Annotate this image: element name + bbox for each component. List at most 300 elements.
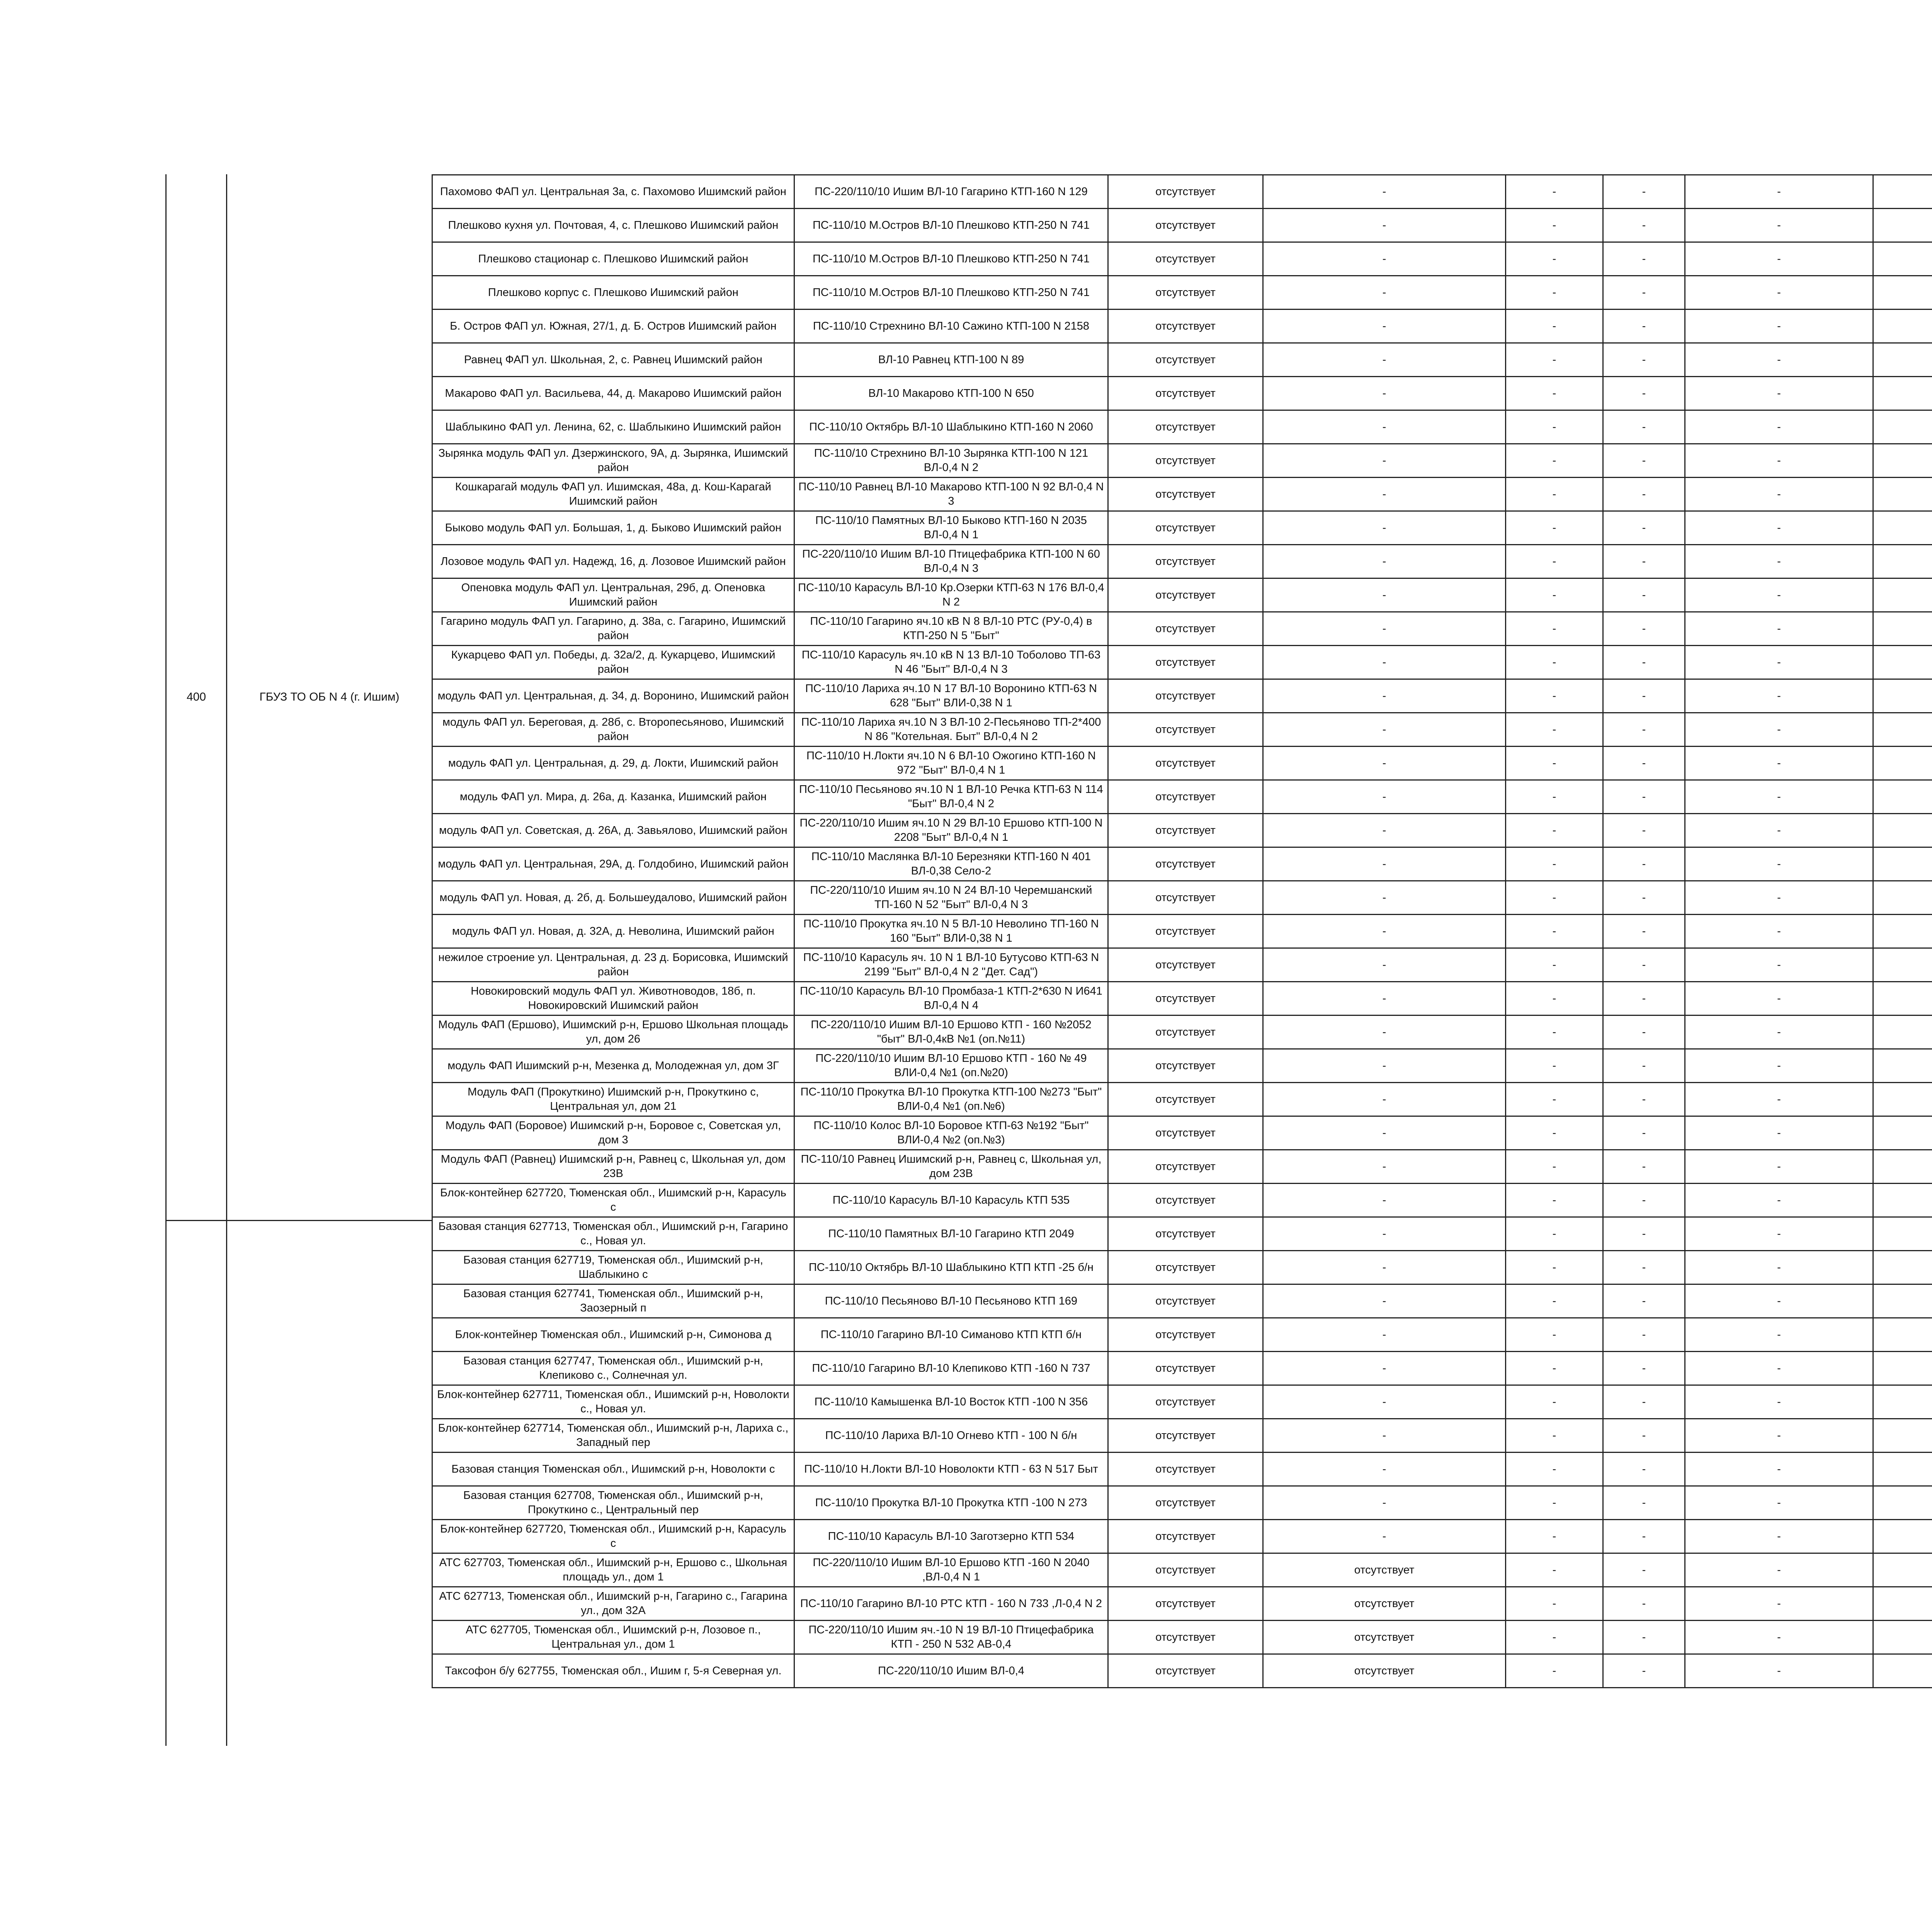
col3-cell: отсутствует — [1108, 1083, 1263, 1116]
col4-cell: - — [1263, 242, 1506, 276]
col4-cell: - — [1263, 1486, 1506, 1520]
col6-cell: - — [1603, 612, 1685, 646]
object-name-cell: Равнец ФАП ул. Школьная, 2, с. Равнец Ишимский район — [432, 343, 794, 377]
object-name-cell: Базовая станция 627719, Тюменская обл., Ишимский р-н, Шаблыкино с — [432, 1251, 794, 1284]
col7-cell: - — [1685, 377, 1873, 410]
power-source-cell: ПС-110/10 Лариха яч.10 N 17 ВЛ-10 Воронино КТП-63 N 628 "Быт" ВЛИ-0,38 N 1 — [794, 679, 1108, 713]
power-source-cell: ПС-220/110/10 Ишим ВЛ-10 Ершово КТП - 160 №2052 "быт" ВЛ-0,4кВ №1 (оп.№11) — [794, 1015, 1108, 1049]
col3-cell: отсутствует — [1108, 679, 1263, 713]
col3-cell: отсутствует — [1108, 276, 1263, 310]
object-name-cell: модуль ФАП ул. Новая, д. 32А, д. Неволина, Ишимский район — [432, 915, 794, 948]
col4-cell: - — [1263, 1385, 1506, 1419]
table-row — [432, 612, 1932, 646]
col7-cell: - — [1685, 1486, 1873, 1520]
col5-cell: - — [1506, 1015, 1603, 1049]
col3-cell: отсутствует — [1108, 1453, 1263, 1486]
object-name-cell: АТС 627713, Тюменская обл., Ишимский р-н, Гагарино с., Гагарина ул., дом 32А — [432, 1587, 794, 1621]
col3-cell: отсутствует — [1108, 780, 1263, 814]
col6-cell: - — [1603, 1352, 1685, 1385]
col7-cell: - — [1685, 713, 1873, 747]
power-source-cell: ПС-110/10 Карасуль яч.10 кВ N 13 ВЛ-10 Тоболово ТП-63 N 46 "Быт" ВЛ-0,4 N 3 — [794, 646, 1108, 679]
col4-cell: - — [1263, 1083, 1506, 1116]
col4-cell: - — [1263, 881, 1506, 915]
col8-cell — [1873, 881, 1932, 915]
col4-cell: - — [1263, 713, 1506, 747]
col7-cell: - — [1685, 1049, 1873, 1083]
col3-cell: отсутствует — [1108, 343, 1263, 377]
col3-cell: отсутствует — [1108, 1251, 1263, 1284]
col3-cell: отсутствует — [1108, 646, 1263, 679]
power-source-cell: ПС-110/10 Гагарино яч.10 кВ N 8 ВЛ-10 РТС (РУ-0,4) в КТП-250 N 5 "Быт" — [794, 612, 1108, 646]
col7-cell: - — [1685, 478, 1873, 511]
col7-cell: - — [1685, 1654, 1873, 1688]
col8-cell — [1873, 242, 1932, 276]
object-name-cell: Кукарцево ФАП ул. Победы, д. 32а/2, д. Кукарцево, Ишимский район — [432, 646, 794, 679]
col5-cell: - — [1506, 1587, 1603, 1621]
table-row — [432, 1587, 1932, 1621]
col7-cell: - — [1685, 1352, 1873, 1385]
object-name-cell: модуль ФАП ул. Береговая, д. 28б, с. Второпесьяново, Ишимский район — [432, 713, 794, 747]
power-source-cell: ПС-220/110/10 Ишим ВЛ-10 Гагарино КТП-160 N 129 — [794, 175, 1108, 209]
col8-cell — [1873, 1015, 1932, 1049]
object-name-cell: Гагарино модуль ФАП ул. Гагарино, д. 38а, с. Гагарино, Ишимский район — [432, 612, 794, 646]
col4-cell: - — [1263, 780, 1506, 814]
table-row — [432, 1486, 1932, 1520]
col5-cell: - — [1506, 1621, 1603, 1654]
object-name-cell: модуль ФАП Ишимский р-н, Мезенка д, Молодежная ул, дом 3Г — [432, 1049, 794, 1083]
object-name-cell: АТС 627703, Тюменская обл., Ишимский р-н, Ершово с., Школьная площадь ул., дом 1 — [432, 1553, 794, 1587]
col7-cell: - — [1685, 1251, 1873, 1284]
table-row — [432, 1150, 1932, 1184]
power-source-cell: ВЛ-10 Равнец КТП-100 N 89 — [794, 343, 1108, 377]
object-name-cell: Модуль ФАП (Ершово), Ишимский р-н, Ершово Школьная площадь ул, дом 26 — [432, 1015, 794, 1049]
col3-cell: отсутствует — [1108, 242, 1263, 276]
object-name-cell: Блок-контейнер Тюменская обл., Ишимский р-н, Симонова д — [432, 1318, 794, 1352]
col3-cell: отсутствует — [1108, 713, 1263, 747]
col4-cell: - — [1263, 1049, 1506, 1083]
col8-cell — [1873, 1049, 1932, 1083]
col4-cell: - — [1263, 1217, 1506, 1251]
col6-cell: - — [1603, 1083, 1685, 1116]
col4-cell: - — [1263, 1453, 1506, 1486]
col6-cell: - — [1603, 1486, 1685, 1520]
col3-cell: отсутствует — [1108, 410, 1263, 444]
col4-cell: - — [1263, 444, 1506, 478]
table-row — [432, 175, 1932, 209]
power-source-cell: ПС-110/10 Песьяново яч.10 N 1 ВЛ-10 Речка КТП-63 N 114 "Быт" ВЛ-0,4 N 2 — [794, 780, 1108, 814]
col4-cell: - — [1263, 747, 1506, 780]
col4-cell: - — [1263, 915, 1506, 948]
power-source-cell: ПС-110/10 Октябрь ВЛ-10 Шаблыкино КТП КТП -25 б/н — [794, 1251, 1108, 1284]
table-row — [432, 1184, 1932, 1217]
power-source-cell: ПС-110/10 Стрехнино ВЛ-10 Сажино КТП-100 N 2158 — [794, 310, 1108, 343]
object-name-cell: Базовая станция 627747, Тюменская обл., Ишимский р-н, Клепиково с., Солнечная ул. — [432, 1352, 794, 1385]
object-name-cell: Блок-контейнер 627720, Тюменская обл., Ишимский р-н, Карасуль с — [432, 1184, 794, 1217]
col3-cell: отсутствует — [1108, 578, 1263, 612]
col4-cell: - — [1263, 545, 1506, 578]
power-source-cell: ПС-110/10 Равнец Ишимский р-н, Равнец с, Школьная ул, дом 23В — [794, 1150, 1108, 1184]
table-row — [432, 377, 1932, 410]
object-name-cell: Макарово ФАП ул. Васильева, 44, д. Макарово Ишимский район — [432, 377, 794, 410]
col6-cell: - — [1603, 1251, 1685, 1284]
col4-cell: - — [1263, 1116, 1506, 1150]
col8-cell — [1873, 679, 1932, 713]
col3-cell: отсутствует — [1108, 1385, 1263, 1419]
col8-cell — [1873, 1217, 1932, 1251]
col3-cell: отсутствует — [1108, 1621, 1263, 1654]
col3-cell: отсутствует — [1108, 948, 1263, 982]
col4-cell: - — [1263, 377, 1506, 410]
power-source-cell: ВЛ-10 Макарово КТП-100 N 650 — [794, 377, 1108, 410]
col5-cell: - — [1506, 612, 1603, 646]
object-name-cell: Кошкарагай модуль ФАП ул. Ишимская, 48а, д. Кош-Карагай Ишимский район — [432, 478, 794, 511]
col3-cell: отсутствует — [1108, 1184, 1263, 1217]
table-row — [432, 646, 1932, 679]
power-source-cell: ПС-110/10 Гагарино ВЛ-10 Симаново КТП КТП б/н — [794, 1318, 1108, 1352]
table-row — [432, 1284, 1932, 1318]
table-row — [432, 982, 1932, 1015]
power-source-cell: ПС-110/10 Гагарино ВЛ-10 Клепиково КТП -160 N 737 — [794, 1352, 1108, 1385]
group-separator-line — [165, 1220, 433, 1221]
table-row — [432, 948, 1932, 982]
col7-cell: - — [1685, 747, 1873, 780]
col7-cell: - — [1685, 1083, 1873, 1116]
col4-cell: - — [1263, 1251, 1506, 1284]
col5-cell: - — [1506, 209, 1603, 242]
power-source-cell: ПС-110/10 Колос ВЛ-10 Боровое КТП-63 №192 "Быт" ВЛИ-0,4 №2 (оп.№3) — [794, 1116, 1108, 1150]
object-name-cell: Быково модуль ФАП ул. Большая, 1, д. Быково Ишимский район — [432, 511, 794, 545]
col6-cell: - — [1603, 478, 1685, 511]
col6-cell: - — [1603, 1621, 1685, 1654]
col8-cell — [1873, 982, 1932, 1015]
col4-cell: - — [1263, 410, 1506, 444]
col7-cell: - — [1685, 1217, 1873, 1251]
col8-cell — [1873, 814, 1932, 847]
col5-cell: - — [1506, 646, 1603, 679]
table-row — [432, 1318, 1932, 1352]
col8-cell — [1873, 1284, 1932, 1318]
col5-cell: - — [1506, 915, 1603, 948]
col7-cell: - — [1685, 209, 1873, 242]
col4-cell: отсутствует — [1263, 1553, 1506, 1587]
col3-cell: отсутствует — [1108, 1520, 1263, 1553]
col6-cell: - — [1603, 175, 1685, 209]
col6-cell: - — [1603, 410, 1685, 444]
col5-cell: - — [1506, 1385, 1603, 1419]
power-source-cell: ПС-110/10 Гагарино ВЛ-10 РТС КТП - 160 N 733 ,Л-0,4 N 2 — [794, 1587, 1108, 1621]
col8-cell — [1873, 1083, 1932, 1116]
object-name-cell: Базовая станция 627741, Тюменская обл., Ишимский р-н, Заозерный п — [432, 1284, 794, 1318]
object-name-cell: Плешково корпус с. Плешково Ишимский район — [432, 276, 794, 310]
col7-cell: - — [1685, 310, 1873, 343]
col7-cell: - — [1685, 948, 1873, 982]
col8-cell — [1873, 1453, 1932, 1486]
object-name-cell: Модуль ФАП (Прокуткино) Ишимский р-н, Прокуткино с, Центральная ул, дом 21 — [432, 1083, 794, 1116]
object-name-cell: Плешково стационар с. Плешково Ишимский район — [432, 242, 794, 276]
col8-cell — [1873, 1654, 1932, 1688]
col4-cell: - — [1263, 175, 1506, 209]
col3-cell: отсутствует — [1108, 747, 1263, 780]
col5-cell: - — [1506, 1520, 1603, 1553]
col5-cell: - — [1506, 511, 1603, 545]
col6-cell: - — [1603, 1015, 1685, 1049]
table-row — [432, 1419, 1932, 1453]
col4-cell: - — [1263, 209, 1506, 242]
table-row — [432, 1251, 1932, 1284]
col5-cell: - — [1506, 444, 1603, 478]
power-source-cell: ПС-110/10 М.Остров ВЛ-10 Плешково КТП-250 N 741 — [794, 242, 1108, 276]
col6-cell: - — [1603, 242, 1685, 276]
object-name-cell: Блок-контейнер 627720, Тюменская обл., Ишимский р-н, Карасуль с — [432, 1520, 794, 1553]
col6-cell: - — [1603, 646, 1685, 679]
col4-cell: - — [1263, 511, 1506, 545]
col4-cell: - — [1263, 1352, 1506, 1385]
power-source-cell: ПС-110/10 Карасуль ВЛ-10 Промбаза-1 КТП-2*630 N И641 ВЛ-0,4 N 4 — [794, 982, 1108, 1015]
col7-cell: - — [1685, 1385, 1873, 1419]
col6-cell: - — [1603, 1217, 1685, 1251]
col8-cell — [1873, 578, 1932, 612]
col8-cell — [1873, 276, 1932, 310]
table-row — [432, 1654, 1932, 1688]
col3-cell: отсутствует — [1108, 1284, 1263, 1318]
object-name-cell: Базовая станция 627713, Тюменская обл., Ишимский р-н, Гагарино с., Новая ул. — [432, 1217, 794, 1251]
col7-cell: - — [1685, 343, 1873, 377]
col6-cell: - — [1603, 982, 1685, 1015]
power-source-cell: ПС-220/110/10 Ишим ВЛ-0,4 — [794, 1654, 1108, 1688]
col8-cell — [1873, 209, 1932, 242]
table-body — [432, 175, 1932, 1688]
col7-cell: - — [1685, 1318, 1873, 1352]
col4-cell: - — [1263, 679, 1506, 713]
table-row — [432, 1553, 1932, 1587]
col5-cell: - — [1506, 679, 1603, 713]
objects-table — [432, 174, 1932, 1688]
col8-cell — [1873, 1318, 1932, 1352]
col5-cell: - — [1506, 1486, 1603, 1520]
power-source-cell: ПС-220/110/10 Ишим ВЛ-10 Ершово КТП -160 N 2040 ,ВЛ-0,4 N 1 — [794, 1553, 1108, 1587]
col4-cell: - — [1263, 1184, 1506, 1217]
col8-cell — [1873, 612, 1932, 646]
col3-cell: отсутствует — [1108, 545, 1263, 578]
table-row — [432, 1116, 1932, 1150]
col3-cell: отсутствует — [1108, 1654, 1263, 1688]
col7-cell: - — [1685, 410, 1873, 444]
col8-cell — [1873, 1553, 1932, 1587]
col3-cell: отсутствует — [1108, 847, 1263, 881]
col3-cell: отсутствует — [1108, 1049, 1263, 1083]
col5-cell: - — [1506, 1318, 1603, 1352]
power-source-cell: ПС-220/110/10 Ишим ВЛ-10 Птицефабрика КТП-100 N 60 ВЛ-0,4 N 3 — [794, 545, 1108, 578]
object-name-cell: Б. Остров ФАП ул. Южная, 27/1, д. Б. Остров Ишимский район — [432, 310, 794, 343]
col8-cell — [1873, 1587, 1932, 1621]
col5-cell: - — [1506, 1049, 1603, 1083]
object-name-cell: Базовая станция 627708, Тюменская обл., Ишимский р-н, Прокуткино с., Центральный пер — [432, 1486, 794, 1520]
col5-cell: - — [1506, 1419, 1603, 1453]
col6-cell: - — [1603, 1284, 1685, 1318]
power-source-cell: ПС-110/10 Прокутка ВЛ-10 Прокутка КТП -100 N 273 — [794, 1486, 1108, 1520]
col7-cell: - — [1685, 578, 1873, 612]
col6-cell: - — [1603, 1654, 1685, 1688]
col6-cell: - — [1603, 713, 1685, 747]
col8-cell — [1873, 511, 1932, 545]
col5-cell: - — [1506, 1553, 1603, 1587]
col3-cell: отсутствует — [1108, 982, 1263, 1015]
col4-cell: отсутствует — [1263, 1621, 1506, 1654]
col7-cell: - — [1685, 545, 1873, 578]
col7-cell: - — [1685, 1520, 1873, 1553]
col8-cell — [1873, 747, 1932, 780]
col5-cell: - — [1506, 1453, 1603, 1486]
col5-cell: - — [1506, 276, 1603, 310]
table-row — [432, 814, 1932, 847]
power-source-cell: ПС-110/10 Н.Локти ВЛ-10 Новолокти КТП - 63 N 517 Быт — [794, 1453, 1108, 1486]
col5-cell: - — [1506, 310, 1603, 343]
col4-cell: - — [1263, 578, 1506, 612]
col7-cell: - — [1685, 847, 1873, 881]
col7-cell: - — [1685, 1284, 1873, 1318]
object-name-cell: Модуль ФАП (Боровое) Ишимский р-н, Боровое с, Советская ул, дом 3 — [432, 1116, 794, 1150]
object-name-cell: модуль ФАП ул. Новая, д. 2б, д. Большеудалово, Ишимский район — [432, 881, 794, 915]
col3-cell: отсутствует — [1108, 478, 1263, 511]
col4-cell: отсутствует — [1263, 1587, 1506, 1621]
col7-cell: - — [1685, 1553, 1873, 1587]
col6-cell: - — [1603, 444, 1685, 478]
power-source-cell: ПС-220/110/10 Ишим яч.10 N 29 ВЛ-10 Ершово КТП-100 N 2208 "Быт" ВЛ-0,4 N 1 — [794, 814, 1108, 847]
col3-cell: отсутствует — [1108, 310, 1263, 343]
object-name-cell: Модуль ФАП (Равнец) Ишимский р-н, Равнец с, Школьная ул, дом 23В — [432, 1150, 794, 1184]
col5-cell: - — [1506, 780, 1603, 814]
table-row — [432, 1352, 1932, 1385]
power-source-cell: ПС-110/10 Карасуль яч. 10 N 1 ВЛ-10 Бутусово КТП-63 N 2199 "Быт" ВЛ-0,4 N 2 "Дет. Сад") — [794, 948, 1108, 982]
col3-cell: отсутствует — [1108, 1553, 1263, 1587]
col4-cell: - — [1263, 847, 1506, 881]
col7-cell: - — [1685, 1587, 1873, 1621]
power-source-cell: ПС-110/10 Стрехнино ВЛ-10 Зырянка КТП-100 N 121 ВЛ-0,4 N 2 — [794, 444, 1108, 478]
col7-cell: - — [1685, 276, 1873, 310]
col6-cell: - — [1603, 780, 1685, 814]
power-source-cell: ПС-110/10 Равнец ВЛ-10 Макарово КТП-100 N 92 ВЛ-0,4 N 3 — [794, 478, 1108, 511]
table-row — [432, 444, 1932, 478]
col3-cell: отсутствует — [1108, 814, 1263, 847]
col6-cell: - — [1603, 343, 1685, 377]
object-name-cell: модуль ФАП ул. Мира, д. 26а, д. Казанка, Ишимский район — [432, 780, 794, 814]
col5-cell: - — [1506, 545, 1603, 578]
col4-cell: - — [1263, 1318, 1506, 1352]
col8-cell — [1873, 847, 1932, 881]
power-source-cell: ПС-220/110/10 Ишим яч.10 N 24 ВЛ-10 Черемшанский ТП-160 N 52 "Быт" ВЛ-0,4 N 3 — [794, 881, 1108, 915]
col5-cell: - — [1506, 881, 1603, 915]
col6-cell: - — [1603, 1116, 1685, 1150]
col7-cell: - — [1685, 1419, 1873, 1453]
col8-cell — [1873, 1116, 1932, 1150]
col6-cell: - — [1603, 1419, 1685, 1453]
col8-cell — [1873, 545, 1932, 578]
table-row — [432, 276, 1932, 310]
table-row — [432, 545, 1932, 578]
col3-cell: отсутствует — [1108, 1217, 1263, 1251]
object-name-cell: нежилое строение ул. Центральная, д. 23 д. Борисовка, Ишимский район — [432, 948, 794, 982]
col3-cell: отсутствует — [1108, 1318, 1263, 1352]
col6-cell: - — [1603, 1318, 1685, 1352]
col8-cell — [1873, 646, 1932, 679]
col3-cell: отсутствует — [1108, 1419, 1263, 1453]
power-source-cell: ПС-110/10 Песьяново ВЛ-10 Песьяново КТП 169 — [794, 1284, 1108, 1318]
col5-cell: - — [1506, 377, 1603, 410]
table-row — [432, 1015, 1932, 1049]
col4-cell: - — [1263, 276, 1506, 310]
table-row — [432, 1083, 1932, 1116]
table-row — [432, 713, 1932, 747]
table-row — [432, 410, 1932, 444]
power-source-cell: ПС-110/10 Прокутка ВЛ-10 Прокутка КТП-100 №273 "Быт" ВЛИ-0,4 №1 (оп.№6) — [794, 1083, 1108, 1116]
table-row — [432, 1621, 1932, 1654]
object-name-cell: АТС 627705, Тюменская обл., Ишимский р-н, Лозовое п., Центральная ул., дом 1 — [432, 1621, 794, 1654]
col5-cell: - — [1506, 578, 1603, 612]
col7-cell: - — [1685, 612, 1873, 646]
col7-cell: - — [1685, 511, 1873, 545]
col7-cell: - — [1685, 814, 1873, 847]
table-row — [432, 1453, 1932, 1486]
col3-cell: отсутствует — [1108, 209, 1263, 242]
col6-cell: - — [1603, 511, 1685, 545]
object-name-cell: Базовая станция Тюменская обл., Ишимский р-н, Новолокти с — [432, 1453, 794, 1486]
col6-cell: - — [1603, 881, 1685, 915]
col6-cell: - — [1603, 578, 1685, 612]
col8-cell — [1873, 948, 1932, 982]
table-row — [432, 915, 1932, 948]
col3-cell: отсутствует — [1108, 377, 1263, 410]
col7-cell: - — [1685, 1116, 1873, 1150]
col5-cell: - — [1506, 1251, 1603, 1284]
table-row — [432, 1217, 1932, 1251]
col6-cell: - — [1603, 948, 1685, 982]
power-source-cell: ПС-110/10 Маслянка ВЛ-10 Березняки КТП-160 N 401 ВЛ-0,38 Село-2 — [794, 847, 1108, 881]
col3-cell: отсутствует — [1108, 1150, 1263, 1184]
table-row — [432, 1049, 1932, 1083]
col5-cell: - — [1506, 847, 1603, 881]
col8-cell — [1873, 410, 1932, 444]
col5-cell: - — [1506, 1083, 1603, 1116]
table-row — [432, 780, 1932, 814]
power-source-cell: ПС-110/10 Н.Локти яч.10 N 6 ВЛ-10 Ожогино КТП-160 N 972 "Быт" ВЛ-0,4 N 1 — [794, 747, 1108, 780]
col6-cell: - — [1603, 1553, 1685, 1587]
col4-cell: - — [1263, 948, 1506, 982]
col5-cell: - — [1506, 1217, 1603, 1251]
power-source-cell: ПС-110/10 Памятных ВЛ-10 Гагарино КТП 2049 — [794, 1217, 1108, 1251]
col8-cell — [1873, 343, 1932, 377]
col5-cell: - — [1506, 982, 1603, 1015]
col4-cell: - — [1263, 1150, 1506, 1184]
col7-cell: - — [1685, 242, 1873, 276]
col3-cell: отсутствует — [1108, 175, 1263, 209]
col7-cell: - — [1685, 1015, 1873, 1049]
col6-cell: - — [1603, 545, 1685, 578]
col7-cell: - — [1685, 780, 1873, 814]
power-source-cell: ПС-110/10 Карасуль ВЛ-10 Карасуль КТП 535 — [794, 1184, 1108, 1217]
col7-cell: - — [1685, 1621, 1873, 1654]
col4-cell: - — [1263, 982, 1506, 1015]
power-source-cell: ПС-110/10 Прокутка яч.10 N 5 ВЛ-10 Неволино ТП-160 N 160 "Быт" ВЛИ-0,38 N 1 — [794, 915, 1108, 948]
power-source-cell: ПС-110/10 М.Остров ВЛ-10 Плешково КТП-250 N 741 — [794, 276, 1108, 310]
table-row — [432, 847, 1932, 881]
col3-cell: отсутствует — [1108, 511, 1263, 545]
col6-cell: - — [1603, 209, 1685, 242]
object-name-cell: Пахомово ФАП ул. Центральная 3а, с. Пахомово Ишимский район — [432, 175, 794, 209]
col8-cell — [1873, 478, 1932, 511]
table-row — [432, 679, 1932, 713]
col3-cell: отсутствует — [1108, 1015, 1263, 1049]
col8-cell — [1873, 1251, 1932, 1284]
